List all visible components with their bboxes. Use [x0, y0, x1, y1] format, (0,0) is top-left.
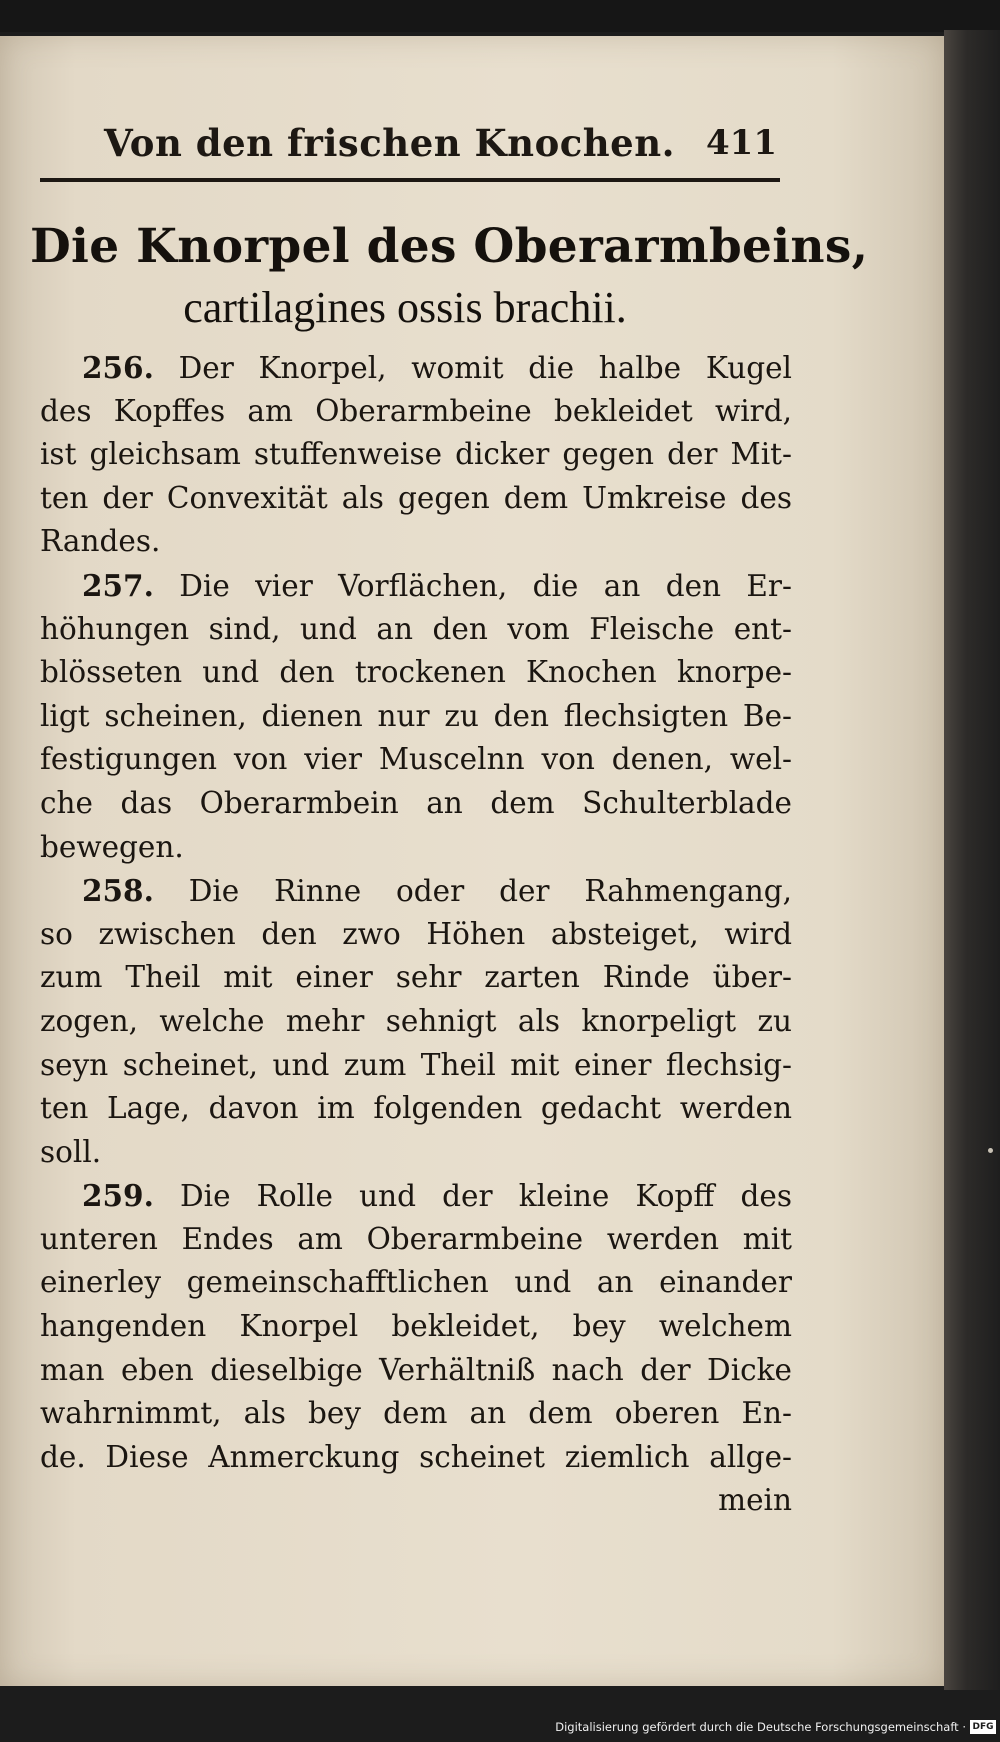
footer-bar [0, 1716, 1000, 1742]
text-line: festigungen von vier Muscelnn von denen, wel- [40, 742, 792, 777]
text-line: hangenden Knorpel bekleidet, bey welchem [40, 1309, 792, 1344]
paragraph-number: 256. [82, 350, 154, 385]
text-line: man eben dieselbige Verhältniß nach der Dicke [40, 1352, 792, 1387]
text-line: bewegen. [40, 829, 184, 864]
text-line: 257. Die vier Vorflächen, die an den Er- [82, 567, 792, 603]
catchword: mein [718, 1483, 792, 1518]
text-line: ist gleichsam stuffenweise dicker gegen der Mit- [40, 437, 792, 472]
text-line: zum Theil mit einer sehr zarten Rinde über- [40, 960, 792, 995]
text-line: seyn scheinet, und zum Theil mit einer flechsig- [40, 1047, 792, 1082]
page-number: 411 [706, 123, 777, 163]
text-line: des Kopffes am Oberarmbeine bekleidet wird, [40, 393, 792, 428]
text-line: höhungen sind, und an den vom Fleische ent- [40, 611, 792, 646]
text-line: so zwischen den zwo Höhen absteiget, wird [40, 916, 792, 951]
text-line: 256. Der Knorpel, womit die halbe Kugel [82, 350, 792, 385]
dfg-logo: DFG [970, 1720, 996, 1734]
header-rule [40, 178, 780, 182]
text-line: Randes. [40, 524, 161, 559]
text-line: che das Oberarmbein an dem Schulterblade [40, 785, 792, 820]
page-edge-shadow [944, 30, 1000, 1690]
text-line: zogen, welche mehr sehnigt als knorpeligt zu [40, 1003, 792, 1038]
funding-credit: Digitalisierung gefördert durch die Deutsche Forschungsgemeinschaft · [555, 1720, 966, 1734]
running-head [40, 115, 785, 171]
paragraph-number: 259. [82, 1178, 154, 1214]
text-line: 258. Die Rinne oder der Rahmengang, [82, 873, 792, 909]
scan-background-top [0, 0, 1000, 32]
body-text [40, 346, 792, 1523]
paragraph-number: 257. [82, 567, 154, 603]
text-line: ten der Convexität als gegen dem Umkreise des [40, 480, 792, 515]
section-heading: Die Knorpel des Oberarmbeins, [30, 219, 869, 274]
text-line: einerley gemeinschafftlichen und an einander [40, 1265, 792, 1300]
scan-edge-mark [988, 1148, 993, 1153]
text-line: ten Lage, davon im folgenden gedacht werden [40, 1091, 792, 1126]
section-heading-latin: cartilagines ossis brachii. [183, 283, 627, 332]
text-line: unteren Endes am Oberarmbeine werden mit [40, 1221, 792, 1256]
text-line: blösseten und den trockenen Knochen knorpe- [40, 655, 792, 690]
running-title: Von den frischen Knochen. [104, 121, 676, 165]
text-line: soll. [40, 1134, 102, 1169]
text-line: ligt scheinen, dienen nur zu den flechsigten Be- [40, 698, 792, 733]
text-line: 259. Die Rolle und der kleine Kopff des [82, 1178, 792, 1214]
text-line: de. Diese Anmerckung scheinet ziemlich allge- [40, 1439, 792, 1474]
paragraph-number: 258. [82, 873, 154, 909]
text-line: wahrnimmt, als bey dem an dem oberen En- [40, 1396, 792, 1431]
